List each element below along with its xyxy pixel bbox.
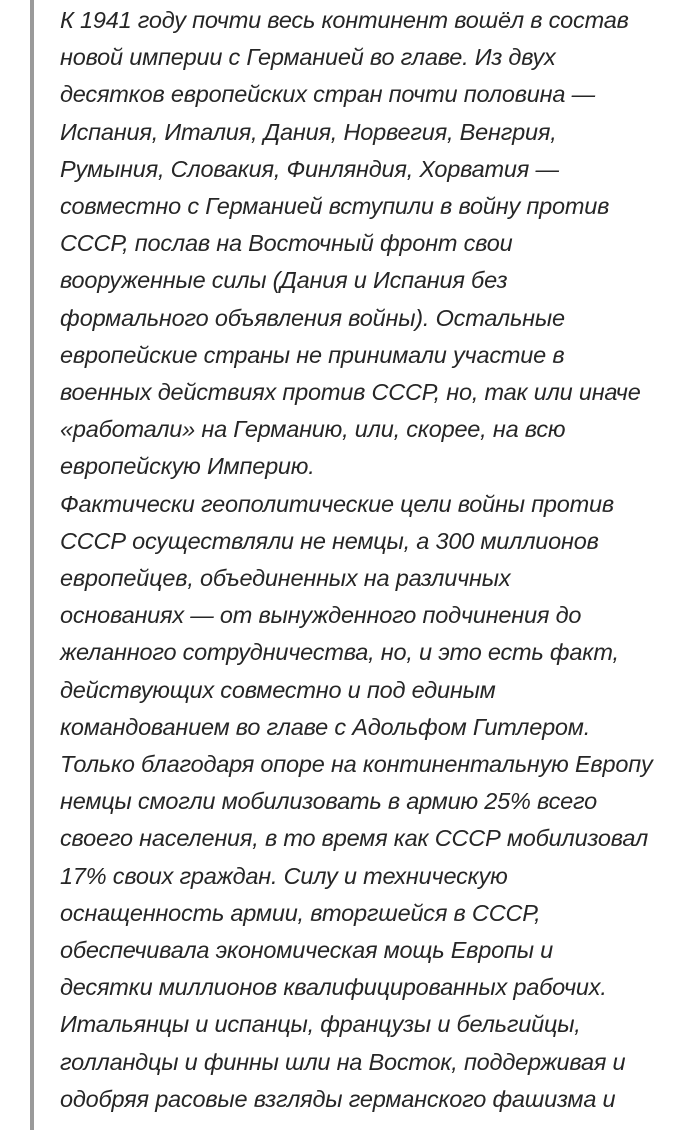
text-line: оснащенность армии, вторгшейся в СССР,: [60, 899, 541, 926]
text-line: «работали» на Германию, или, скорее, на всю: [60, 416, 566, 443]
text-line: немцы смогли мобилизовать в армию 25% всего: [60, 788, 597, 815]
text-line: новой империи с Германией во главе. Из двух: [60, 44, 556, 71]
text-line: К 1941 году почти весь континент вошёл в состав: [60, 7, 629, 33]
text-line: СССР, послав на Восточный фронт свои: [60, 230, 513, 257]
text-line: Румыния, Словакия, Финляндия, Хорватия —: [60, 155, 559, 182]
text-line: желанного сотрудничества, но, и это есть факт,: [60, 639, 619, 666]
text-line: основаниях — от вынужденного подчинения до: [60, 602, 582, 629]
text-line: военных действиях против СССР, но, так или иначе: [60, 379, 641, 406]
text-line: Итальянцы и испанцы, французы и бельгийцы,: [60, 1011, 581, 1038]
text-line: СССР осуществляли не немцы, а 300 миллионов: [60, 527, 599, 554]
text-line: командованием во главе с Адольфом Гитлером.: [60, 713, 591, 740]
text-line: обеспечивала экономическая мощь Европы и: [60, 937, 554, 964]
text-line: европейцев, объединенных на различных: [60, 565, 511, 592]
text-line: своего населения, в то время как СССР мобилизовал: [60, 825, 649, 852]
text-line: десятков европейских стран почти половина —: [60, 81, 595, 108]
text-line: голландцы и финны шли на Восток, поддерживая и: [60, 1048, 626, 1075]
text-line: Фактически геополитические цели войны против: [60, 490, 614, 517]
text-line: 17% своих граждан. Силу и техническую: [60, 862, 508, 889]
text-line: десятки миллионов квалифицированных рабочих.: [60, 974, 607, 1001]
text-line: одобряя расовые взгляды германского фашизма и: [60, 1085, 616, 1112]
text-line: действующих совместно и под единым: [60, 676, 496, 703]
text-line: Испания, Италия, Дания, Норвегия, Венгрия,: [60, 118, 557, 145]
text-line: европейскую Империю.: [60, 453, 315, 480]
quote-bar: [30, 0, 34, 1130]
article-text: [60, 2, 690, 1118]
text-line: вооруженные силы (Дания и Испания без: [60, 267, 508, 294]
text-line: Только благодаря опоре на континентальную Европу: [60, 751, 653, 778]
text-line: формального объявления войны). Остальные: [60, 304, 565, 331]
text-line: совместно с Германией вступили в войну против: [60, 193, 610, 220]
text-line: европейские страны не принимали участие в: [60, 341, 565, 368]
